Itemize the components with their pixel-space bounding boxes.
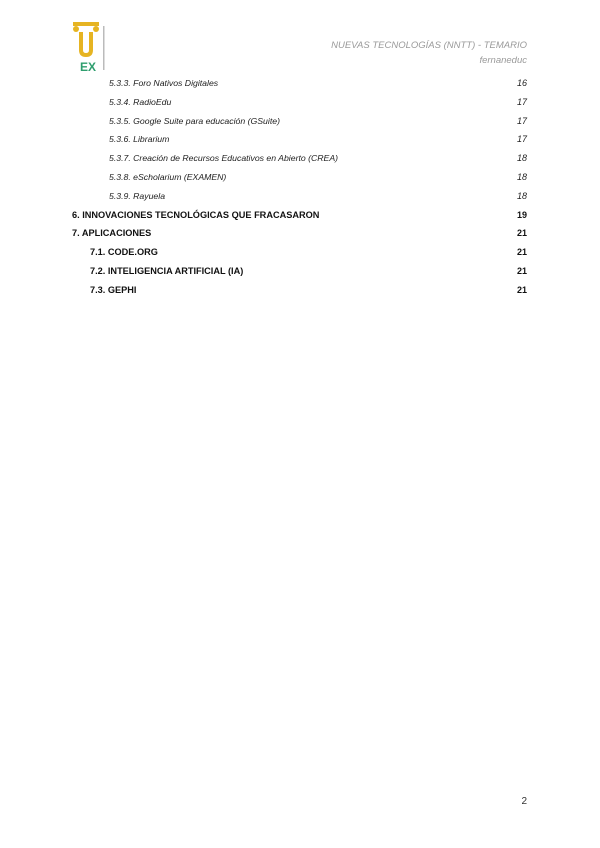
toc-entry-page: 21 bbox=[516, 284, 527, 295]
toc-entry-page: 18 bbox=[516, 190, 527, 201]
header-title: NUEVAS TECNOLOGÍAS (NNTT) - TEMARIO bbox=[331, 40, 527, 51]
page-number: 2 bbox=[521, 796, 527, 807]
logo-letter-u bbox=[79, 32, 93, 57]
toc-entry-page: 17 bbox=[516, 96, 527, 107]
toc-entry[interactable] bbox=[72, 168, 527, 187]
toc-entry[interactable] bbox=[72, 130, 527, 149]
logo-letters-ex: EX bbox=[80, 60, 97, 74]
toc-entry[interactable] bbox=[72, 187, 527, 206]
toc-entry-label: 7.1. CODE.ORG bbox=[90, 247, 158, 258]
toc-entry-label: 5.3.9. Rayuela bbox=[109, 190, 166, 201]
header-author: fernaneduc bbox=[479, 55, 527, 66]
toc-entry-page: 17 bbox=[516, 115, 527, 126]
toc-entry-page: 18 bbox=[516, 171, 527, 182]
uex-logo-graphic bbox=[72, 20, 112, 74]
logo-capital bbox=[73, 22, 99, 26]
toc-entry-label: 5.3.7. Creación de Recursos Educativos en Abierto (CREA) bbox=[109, 153, 339, 164]
toc-entry[interactable] bbox=[72, 93, 527, 112]
toc-entry-page: 21 bbox=[516, 228, 527, 239]
toc-entry-label: 5.3.8. eScholarium (EXAMEN) bbox=[109, 171, 227, 182]
toc-entry[interactable] bbox=[72, 206, 527, 225]
toc-entry-page: 16 bbox=[516, 78, 527, 88]
toc-entry[interactable] bbox=[72, 262, 527, 281]
toc-entry-label: 5.3.5. Google Suite para educación (GSuite) bbox=[109, 115, 280, 126]
uex-logo bbox=[72, 20, 112, 74]
toc-entry-page: 17 bbox=[516, 134, 527, 145]
toc-entry-page: 21 bbox=[516, 265, 527, 276]
toc-entry-label: 7. APLICACIONES bbox=[72, 228, 152, 239]
toc-entry-page: 19 bbox=[516, 209, 527, 220]
page-header bbox=[331, 38, 527, 68]
toc-entry-label: 5.3.4. RadioEdu bbox=[109, 96, 172, 107]
toc-entry[interactable] bbox=[72, 149, 527, 168]
logo-side-text bbox=[103, 26, 105, 70]
toc-entry[interactable] bbox=[72, 243, 527, 262]
toc-entry-label: 7.2. INTELIGENCIA ARTIFICIAL (IA) bbox=[90, 265, 244, 276]
table-of-contents bbox=[72, 74, 527, 300]
toc-entry-page: 18 bbox=[516, 153, 527, 164]
toc-entry[interactable] bbox=[72, 224, 527, 243]
toc-entry[interactable] bbox=[72, 74, 527, 93]
toc-entry-page: 21 bbox=[516, 247, 527, 258]
toc-entry-label: 7.3. GEPHI bbox=[90, 284, 137, 295]
toc-entry-label: 5.3.3. Foro Nativos Digitales bbox=[109, 78, 219, 88]
toc-entry-label: 5.3.6. Librarium bbox=[109, 134, 170, 145]
toc-entry[interactable] bbox=[72, 281, 527, 300]
toc-entry-label: 6. INNOVACIONES TECNOLÓGICAS QUE FRACASARON bbox=[72, 209, 320, 220]
toc-entry[interactable] bbox=[72, 112, 527, 131]
